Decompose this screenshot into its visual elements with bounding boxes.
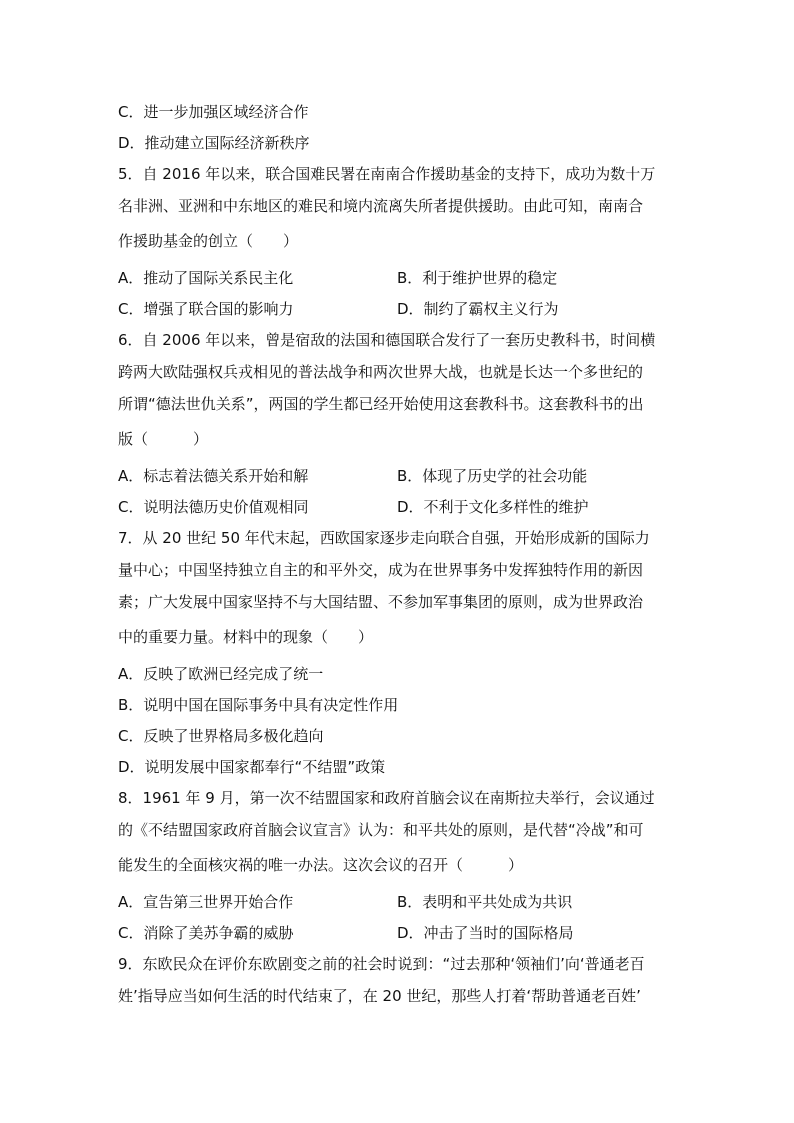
q4-option-c: C．进一步加强区域经济合作 bbox=[118, 103, 309, 121]
q6-stem-line-3: 所谓“德法世仇关系”，两国的学生都已经开始使用这套教科书。这套教科书的出 bbox=[118, 395, 644, 413]
q8-option-d: D．冲击了当时的国际格局 bbox=[397, 924, 574, 942]
q4-option-d: D．推动建立国际经济新秩序 bbox=[118, 134, 310, 152]
q6-stem-line-1: 6．自 2006 年以来，曾是宿敌的法国和德国联合发行了一套历史教科书，时间横 bbox=[118, 331, 656, 349]
q6-option-b: B．体现了历史学的社会功能 bbox=[397, 467, 588, 485]
q8-option-a: A．宣告第三世界开始合作 bbox=[118, 893, 294, 911]
q7-stem-line-1: 7．从 20 世纪 50 年代末起，西欧国家逐步走向联合自强，开始形成新的国际力 bbox=[118, 529, 650, 547]
q6-stem-line-4: 版（ ） bbox=[118, 430, 209, 448]
q9-stem-line-2: 姓’指导应当如何生活的时代结束了，在 20 世纪，那些人打着‘帮助普通老百姓’ bbox=[118, 987, 641, 1005]
q9-stem-line-1: 9．东欧民众在评价东欧剧变之前的社会时说到：“过去那种‘领袖们’向‘普通老百 bbox=[118, 955, 645, 973]
q8-stem-line-2: 的《不结盟国家政府首脑会议宣言》认为：和平共处的原则，是代替“冷战”和可 bbox=[118, 821, 644, 839]
q7-stem-line-3: 素；广大发展中国家坚持不与大国结盟、不参加军事集团的原则，成为世界政治 bbox=[118, 593, 644, 611]
q8-option-c: C．消除了美苏争霸的威胁 bbox=[118, 924, 294, 942]
q7-option-b: B．说明中国在国际事务中具有决定性作用 bbox=[118, 696, 399, 714]
q6-option-a: A．标志着法德关系开始和解 bbox=[118, 467, 309, 485]
q5-stem-line-1: 5．自 2016 年以来，联合国难民署在南南合作援助基金的支持下，成功为数十万 bbox=[118, 165, 656, 183]
q5-option-b: B．利于维护世界的稳定 bbox=[397, 269, 558, 287]
q6-option-d: D．不利于文化多样性的维护 bbox=[397, 498, 589, 516]
q6-option-c: C．说明法德历史价值观相同 bbox=[118, 498, 309, 516]
q7-option-c: C．反映了世界格局多极化趋向 bbox=[118, 727, 324, 745]
q8-stem-line-3: 能发生的全面核灾祸的唯一办法。这次会议的召开（ ） bbox=[118, 856, 524, 874]
q5-stem-line-2: 名非洲、亚洲和中东地区的难民和境内流离失所者提供援助。由此可知，南南合 bbox=[118, 197, 644, 215]
q6-stem-line-2: 跨两大欧陆强权兵戎相见的普法战争和两次世界大战，也就是长达一个多世纪的 bbox=[118, 363, 644, 381]
q5-option-a: A．推动了国际关系民主化 bbox=[118, 269, 294, 287]
q8-stem-line-1: 8．1961 年 9 月，第一次不结盟国家和政府首脑会议在南斯拉夫举行，会议通过 bbox=[118, 789, 655, 807]
q7-stem-line-4: 中的重要力量。材料中的现象（ ） bbox=[118, 628, 374, 646]
q5-option-d: D．制约了霸权主义行为 bbox=[397, 300, 559, 318]
q8-option-b: B．表明和平共处成为共识 bbox=[397, 893, 573, 911]
q7-stem-line-2: 量中心；中国坚持独立自主的和平外交，成为在世界事务中发挥独特作用的新因 bbox=[118, 561, 644, 579]
q5-option-c: C．增强了联合国的影响力 bbox=[118, 300, 294, 318]
q7-option-a: A．反映了欧洲已经完成了统一 bbox=[118, 665, 324, 683]
q5-stem-line-3: 作援助基金的创立（ ） bbox=[118, 232, 299, 250]
q7-option-d: D．说明发展中国家都奉行“不结盟”政策 bbox=[118, 758, 386, 776]
